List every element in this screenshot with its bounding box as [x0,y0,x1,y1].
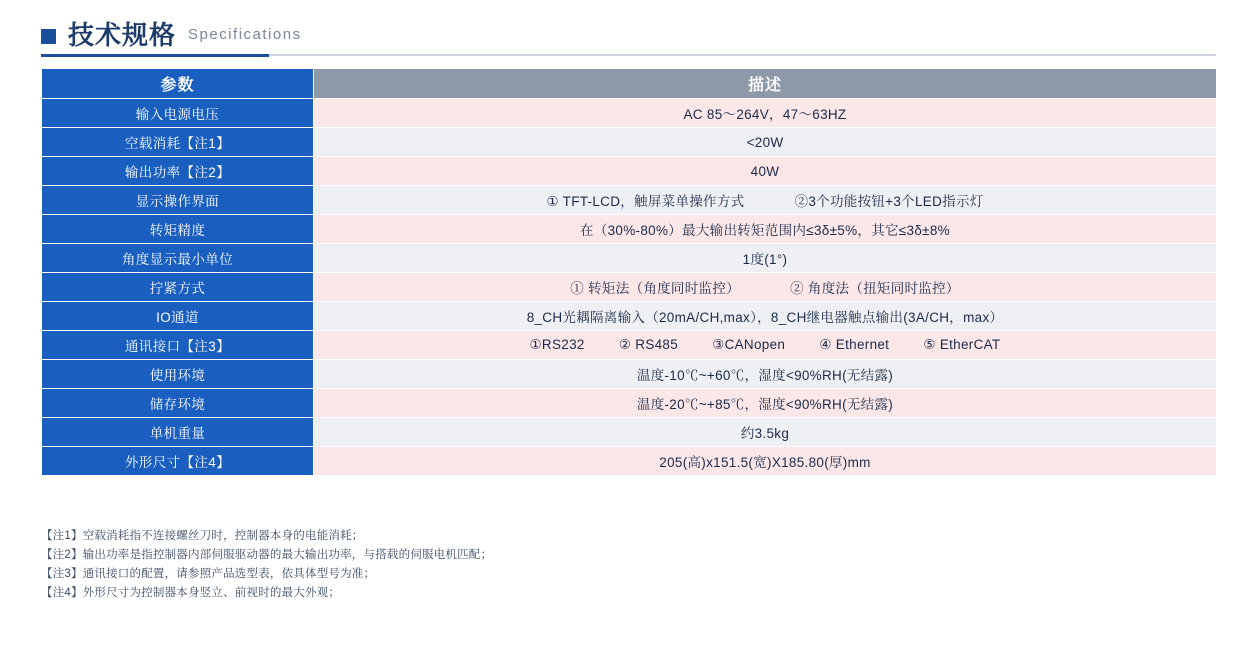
page-title: 技术规格 [68,20,177,50]
specifications-table [41,68,1217,476]
table-row [42,360,1217,389]
table-row [42,157,1217,186]
row-description: 40W [314,157,1217,186]
table-body [42,99,1217,476]
column-header-description: 描述 [314,69,1217,99]
column-header-parameter: 参数 [42,69,314,99]
table-row [42,389,1217,418]
row-parameter: 角度显示最小单位 [42,244,314,273]
footnote-item: 【注3】通讯接口的配置，请参照产品选型表，依具体型号为准； [41,568,376,580]
table-row [42,244,1217,273]
row-parameter: 通讯接口【注3】 [42,331,314,360]
footnote-item: 【注1】空载消耗指不连接螺丝刀时，控制器本身的电能消耗； [41,530,364,542]
row-parameter: 单机重量 [42,418,314,447]
page-subtitle: Specifications [188,26,302,43]
row-description-part: ① TFT-LCD，触屏菜单操作方式 [546,194,745,209]
table-row [42,99,1217,128]
table-row [42,302,1217,331]
row-parameter: 显示操作界面 [42,186,314,215]
table-row [42,273,1217,302]
interface-option: ② RS485 [618,337,679,352]
header-divider-accent [41,54,269,57]
row-description-part: ② 角度法（扭矩同时监控） [790,281,960,296]
row-parameter: 输出功率【注2】 [42,157,314,186]
row-description [314,273,1217,302]
header-title-row [41,14,1216,50]
row-parameter: 空载消耗【注1】 [42,128,314,157]
row-description-part: ① 转矩法（角度同时监控） [570,281,740,296]
page-header [41,14,1216,56]
row-description: 8_CH光耦隔离输入（20mA/CH,max），8_CH继电器触点输出(3A/CH，max） [314,302,1217,331]
header-accent-square-icon [41,29,56,44]
row-parameter: 拧紧方式 [42,273,314,302]
row-description: <20W [314,128,1217,157]
interface-option: ③CANopen [712,337,786,352]
row-description: 温度-10℃~+60℃，湿度<90%RH(无结露) [314,360,1217,389]
row-parameter: 输入电源电压 [42,99,314,128]
row-description: 约3.5kg [314,418,1217,447]
row-parameter: 转矩精度 [42,215,314,244]
row-parameter: IO通道 [42,302,314,331]
table-header-row [42,69,1217,99]
row-description: AC 85～264V，47～63HZ [314,99,1217,128]
row-description: 在（30%-80%）最大输出转矩范围内≤3δ±5%，其它≤3δ±8% [314,215,1217,244]
row-description: 1度(1°) [314,244,1217,273]
footnote-item: 【注4】外形尺寸为控制器本身竖立、前视时的最大外观； [41,587,341,599]
table-row [42,186,1217,215]
table-row [42,418,1217,447]
row-parameter: 使用环境 [42,360,314,389]
interface-option: ④ Ethernet [819,337,890,352]
interface-option: ⑤ EtherCAT [923,337,1001,352]
row-description [314,186,1217,215]
footnotes [41,527,1141,603]
row-description [314,331,1217,360]
table-row [42,447,1217,476]
row-description-part: ②3个功能按钮+3个LED指示灯 [794,194,984,209]
table-header [42,69,1217,99]
interface-option: ①RS232 [529,337,585,352]
specifications-table-wrapper [41,68,1216,476]
row-parameter: 外形尺寸【注4】 [42,447,314,476]
table-row [42,331,1217,360]
row-parameter: 储存环境 [42,389,314,418]
table-row [42,215,1217,244]
footnote-item: 【注2】输出功率是指控制器内部伺服驱动器的最大输出功率，与搭载的伺服电机匹配； [41,549,493,561]
row-description: 205(高)x151.5(宽)X185.80(厚)mm [314,447,1217,476]
row-description: 温度-20℃~+85℃，湿度<90%RH(无结露) [314,389,1217,418]
table-row [42,128,1217,157]
